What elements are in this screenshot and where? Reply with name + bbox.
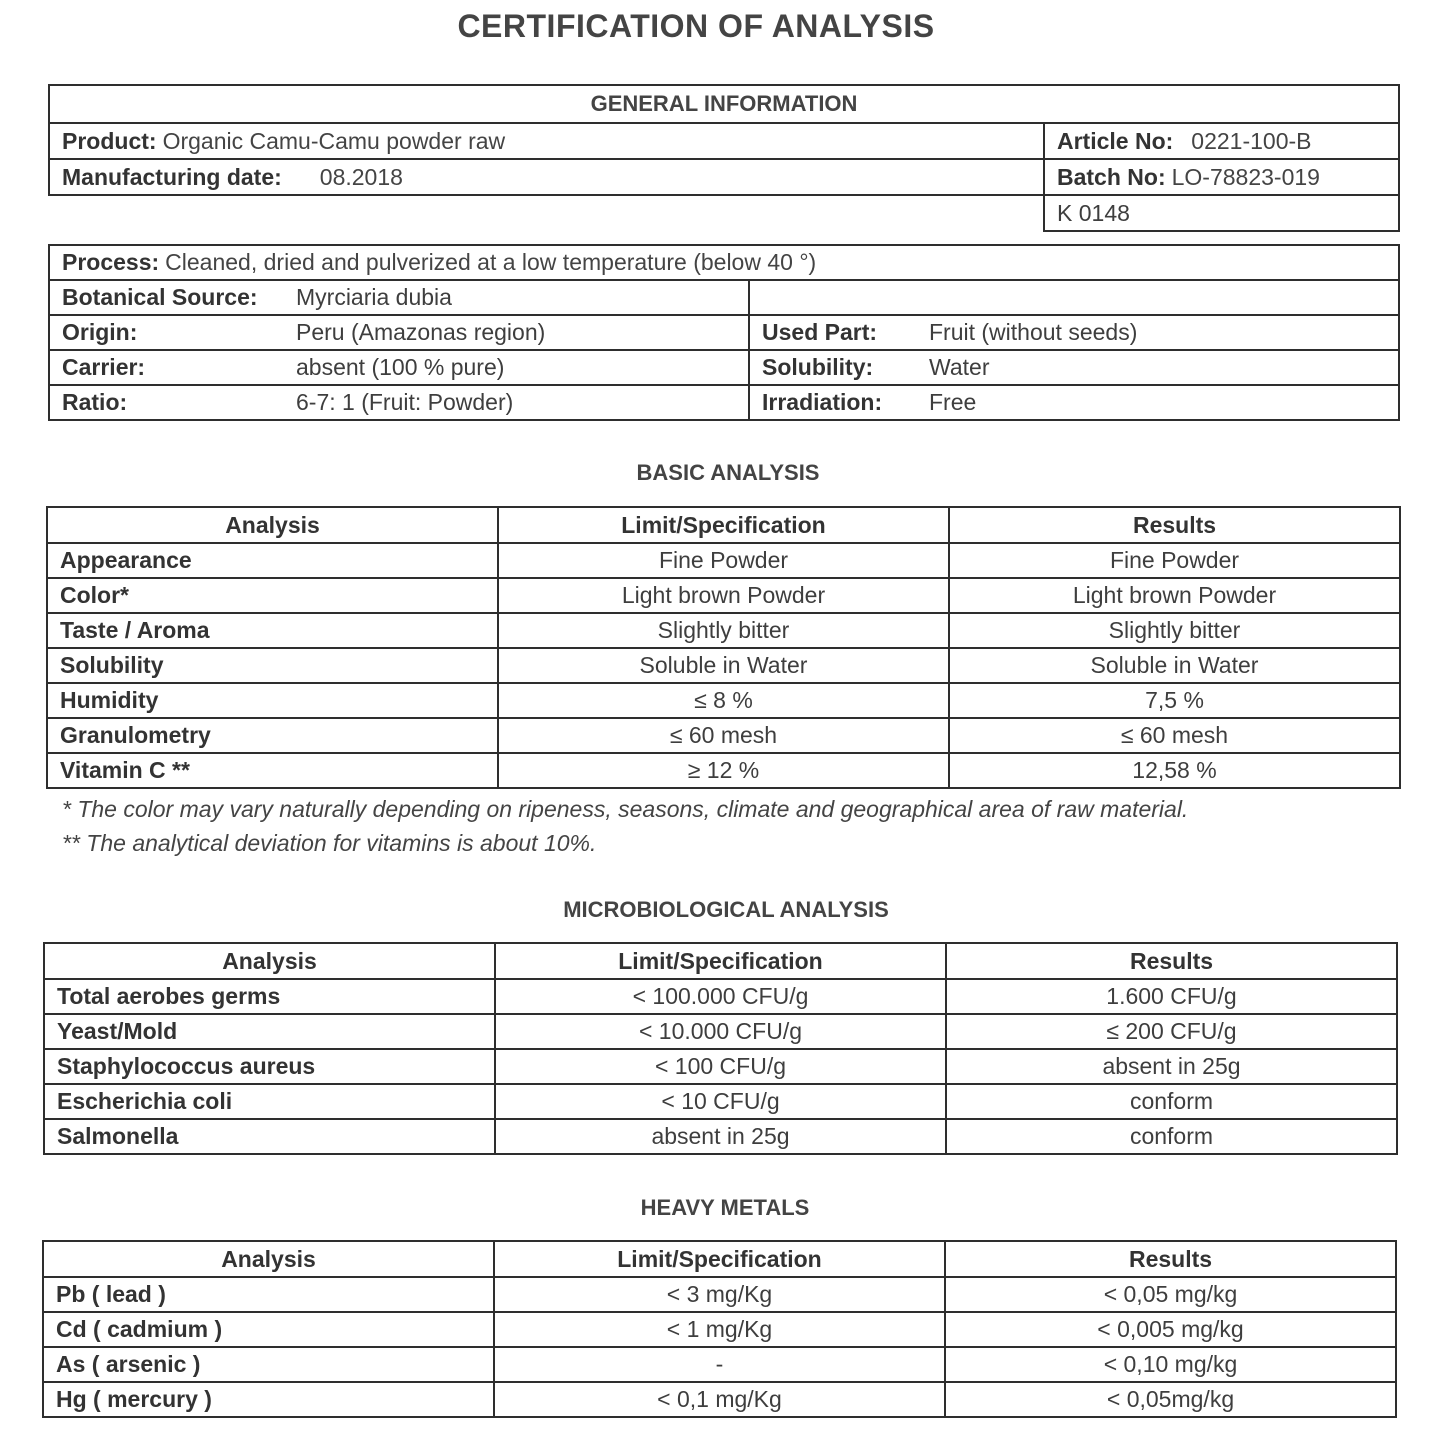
analysis-name: Taste / Aroma: [47, 613, 498, 648]
col-limit: Limit/Specification: [495, 943, 946, 979]
batch-cell: [1044, 159, 1399, 195]
col-analysis: Analysis: [47, 507, 498, 543]
table-row: [44, 1049, 1397, 1084]
footnote-vitamins: ** The analytical deviation for vitamins is about 10%.: [62, 830, 597, 856]
process-row: [49, 280, 1399, 315]
general-information-heading: GENERAL INFORMATION: [49, 85, 1399, 123]
limit-value: Light brown Powder: [498, 578, 949, 613]
result-value: < 0,005 mg/kg: [945, 1312, 1396, 1347]
analysis-name: Humidity: [47, 683, 498, 718]
limit-value: Soluble in Water: [498, 648, 949, 683]
col-analysis: Analysis: [44, 943, 495, 979]
table-row: [47, 613, 1400, 648]
limit-value: < 0,1 mg/Kg: [494, 1382, 945, 1417]
basic-analysis-heading: BASIC ANALYSIS: [636, 460, 820, 485]
heavy-metals-heading: HEAVY METALS: [640, 1195, 810, 1220]
limit-value: ≥ 12 %: [498, 753, 949, 788]
col-results: Results: [949, 507, 1400, 543]
result-value: Fine Powder: [949, 543, 1400, 578]
table-row: [43, 1277, 1396, 1312]
limit-value: < 100 CFU/g: [495, 1049, 946, 1084]
process-cell: [49, 245, 1399, 280]
limit-value: < 3 mg/Kg: [494, 1277, 945, 1312]
result-value: absent in 25g: [946, 1049, 1397, 1084]
ratio-value: 6-7: 1 (Fruit: Powder): [284, 385, 749, 420]
table-row: [47, 578, 1400, 613]
article-cell: [1044, 123, 1399, 159]
used-part-label: Used Part:: [749, 315, 917, 350]
table-row: [44, 1014, 1397, 1049]
analysis-name: Pb ( lead ): [43, 1277, 494, 1312]
process-label: Process:: [62, 249, 160, 275]
general-information-table: [48, 84, 1400, 232]
result-value: < 0,05mg/kg: [945, 1382, 1396, 1417]
heavy-metals-table: [42, 1240, 1397, 1418]
empty-cell: [49, 195, 1044, 231]
analysis-name: Granulometry: [47, 718, 498, 753]
manufacturing-label: Manufacturing date:: [62, 163, 282, 190]
result-value: 7,5 %: [949, 683, 1400, 718]
manufacturing-cell: [49, 159, 1044, 195]
process-row: [49, 385, 1399, 420]
blank-label: [749, 280, 917, 315]
microbiological-heading: MICROBIOLOGICAL ANALYSIS: [563, 897, 889, 922]
footnote-color: * The color may vary naturally depending on ripeness, seasons, climate and geographical area of raw material.: [62, 796, 1189, 822]
code-cell: K 0148: [1044, 195, 1399, 231]
col-results: Results: [946, 943, 1397, 979]
col-limit: Limit/Specification: [498, 507, 949, 543]
footnotes: [62, 792, 1188, 860]
analysis-name: Salmonella: [44, 1119, 495, 1154]
analysis-name: Solubility: [47, 648, 498, 683]
process-row: [49, 350, 1399, 385]
result-value: < 0,05 mg/kg: [945, 1277, 1396, 1312]
analysis-name: Hg ( mercury ): [43, 1382, 494, 1417]
analysis-name: Total aerobes germs: [44, 979, 495, 1014]
botanical-label: Botanical Source:: [49, 280, 284, 315]
limit-value: absent in 25g: [495, 1119, 946, 1154]
solubility-value: Water: [917, 350, 1399, 385]
result-value: ≤ 60 mesh: [949, 718, 1400, 753]
manufacturing-value: 08.2018: [319, 163, 403, 190]
carrier-label: Carrier:: [49, 350, 284, 385]
product-cell: [49, 123, 1044, 159]
col-analysis: Analysis: [43, 1241, 494, 1277]
table-row: [44, 1119, 1397, 1154]
product-value: Organic Camu-Camu powder raw: [162, 127, 506, 154]
analysis-name: Yeast/Mold: [44, 1014, 495, 1049]
table-row: [47, 648, 1400, 683]
result-value: conform: [946, 1084, 1397, 1119]
origin-value: Peru (Amazonas region): [284, 315, 749, 350]
article-value: 0221-100-B: [1191, 127, 1312, 154]
process-table: [48, 244, 1400, 421]
result-value: Light brown Powder: [949, 578, 1400, 613]
table-row: [47, 753, 1400, 788]
result-value: conform: [946, 1119, 1397, 1154]
limit-value: Slightly bitter: [498, 613, 949, 648]
botanical-value: Myrciaria dubia: [284, 280, 749, 315]
limit-value: < 10.000 CFU/g: [495, 1014, 946, 1049]
result-value: 12,58 %: [949, 753, 1400, 788]
table-row: [44, 979, 1397, 1014]
batch-value: LO-78823-019: [1171, 163, 1320, 190]
limit-value: ≤ 60 mesh: [498, 718, 949, 753]
limit-value: -: [494, 1347, 945, 1382]
analysis-name: As ( arsenic ): [43, 1347, 494, 1382]
result-value: Soluble in Water: [949, 648, 1400, 683]
microbiological-table: [43, 942, 1398, 1155]
table-row: [43, 1382, 1396, 1417]
process-row: [49, 315, 1399, 350]
process-value: Cleaned, dried and pulverized at a low temperature (below 40 °): [165, 249, 817, 275]
table-row: [44, 1084, 1397, 1119]
batch-label: Batch No:: [1057, 163, 1166, 190]
limit-value: ≤ 8 %: [498, 683, 949, 718]
origin-label: Origin:: [49, 315, 284, 350]
limit-value: Fine Powder: [498, 543, 949, 578]
limit-value: < 10 CFU/g: [495, 1084, 946, 1119]
solubility-label: Solubility:: [749, 350, 917, 385]
result-value: Slightly bitter: [949, 613, 1400, 648]
article-label: Article No:: [1057, 127, 1174, 154]
col-results: Results: [945, 1241, 1396, 1277]
analysis-name: Color*: [47, 578, 498, 613]
limit-value: < 100.000 CFU/g: [495, 979, 946, 1014]
product-label: Product:: [62, 127, 157, 154]
analysis-name: Staphylococcus aureus: [44, 1049, 495, 1084]
ratio-label: Ratio:: [49, 385, 284, 420]
blank-value: [917, 280, 1399, 315]
analysis-name: Appearance: [47, 543, 498, 578]
irradiation-label: Irradiation:: [749, 385, 917, 420]
col-limit: Limit/Specification: [494, 1241, 945, 1277]
analysis-name: Vitamin C **: [47, 753, 498, 788]
irradiation-value: Free: [917, 385, 1399, 420]
basic-analysis-table: [46, 506, 1401, 789]
result-value: 1.600 CFU/g: [946, 979, 1397, 1014]
carrier-value: absent (100 % pure): [284, 350, 749, 385]
result-value: < 0,10 mg/kg: [945, 1347, 1396, 1382]
table-row: [47, 718, 1400, 753]
analysis-name: Escherichia coli: [44, 1084, 495, 1119]
used-part-value: Fruit (without seeds): [917, 315, 1399, 350]
table-row: [47, 543, 1400, 578]
table-row: [47, 683, 1400, 718]
analysis-name: Cd ( cadmium ): [43, 1312, 494, 1347]
table-row: [43, 1347, 1396, 1382]
table-row: [43, 1312, 1396, 1347]
document-title: CERTIFICATION OF ANALYSIS: [457, 8, 935, 44]
limit-value: < 1 mg/Kg: [494, 1312, 945, 1347]
result-value: ≤ 200 CFU/g: [946, 1014, 1397, 1049]
